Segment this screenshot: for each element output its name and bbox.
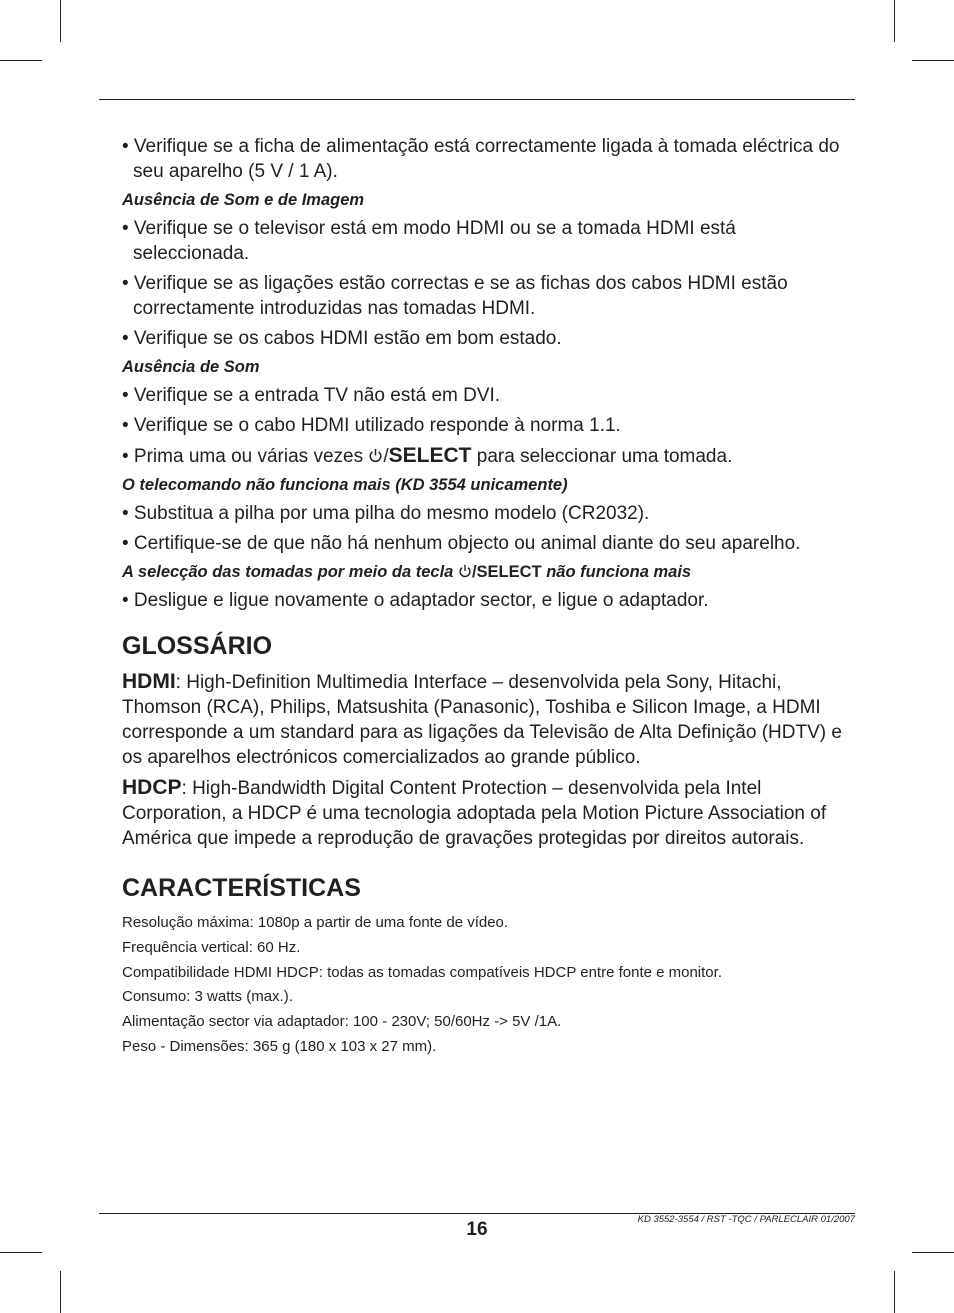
glossary-hdcp bbox=[122, 775, 842, 851]
crop-mark bbox=[912, 1252, 954, 1253]
subheading-select-key bbox=[122, 561, 842, 583]
bullet-power-plug: • Verifique se a ficha de alimentação está correctamente ligada à tomada eléctrica do seu aparelho (5 V / 1 A). bbox=[122, 136, 840, 182]
press-slash: / bbox=[383, 446, 389, 467]
document-reference: KD 3552-3554 / RST -TQC / PARLECLAIR 01/2007 bbox=[637, 1214, 855, 1225]
features-title: CARACTERÍSTICAS bbox=[122, 874, 361, 902]
crop-mark bbox=[894, 1271, 895, 1313]
subheading-no-sound: Ausência de Som bbox=[122, 358, 260, 376]
bullet-tv-hdmi-mode: • Verifique se o televisor está em modo HDMI ou se a tomada HDMI está seleccionada. bbox=[122, 218, 736, 264]
bullet-replace-battery: • Substitua a pilha por uma pilha do mesmo modelo (CR2032). bbox=[122, 503, 650, 524]
glossary-definition-hdmi: : High-Definition Multimedia Interface – desenvolvida pela Sony, Hitachi, Thomson (RCA), Philips, Matsushita (Panasonic), Toshiba e Silicon Image, a HDMI corresponde a um standard para as ligações da Televisão de Alta Definição (HDTV) e os aparelhos electrónicos comercializados ao grande público. bbox=[122, 672, 842, 768]
glossary-definition-hdcp: : High-Bandwidth Digital Content Protection – desenvolvida pela Intel Corporation, a HDCP é uma tecnologia adoptada pela Motion Picture Association of América que impede a reprodução de gravações protegidas por direitos autorais. bbox=[122, 778, 827, 849]
subheading-remote: O telecomando não funciona mais (KD 3554 unicamente) bbox=[122, 476, 568, 494]
crop-mark bbox=[0, 60, 42, 61]
bullet-hdmi-norm: • Verifique se o cabo HDMI utilizado responde à norma 1.1. bbox=[122, 415, 621, 436]
crop-mark bbox=[894, 0, 895, 42]
crop-mark bbox=[60, 0, 61, 42]
select-heading-prefix: A selecção das tomadas por meio da tecla bbox=[122, 563, 458, 581]
crop-mark bbox=[60, 1271, 61, 1313]
bullet-press-select bbox=[122, 443, 842, 469]
press-suffix: para seleccionar uma tomada. bbox=[471, 446, 733, 467]
glossary-title: GLOSSÁRIO bbox=[122, 632, 273, 660]
spec-line: Frequência vertical: 60 Hz. bbox=[122, 938, 301, 956]
select-heading-key: /SELECT bbox=[471, 563, 542, 581]
bullet-unplug-adapter: • Desligue e ligue novamente o adaptador sector, e ligue o adaptador. bbox=[122, 590, 709, 611]
spec-line: Alimentação sector via adaptador: 100 - 230V; 50/60Hz -> 5V /1A. bbox=[122, 1013, 562, 1031]
select-key-label: SELECT bbox=[388, 444, 472, 467]
page-content bbox=[122, 134, 842, 1060]
bullet-no-obstacle: • Certifique-se de que não há nenhum objecto ou animal diante do seu aparelho. bbox=[122, 533, 801, 554]
crop-mark bbox=[912, 60, 954, 61]
spec-line: Peso - Dimensões: 365 g (180 x 103 x 27 mm). bbox=[122, 1037, 437, 1055]
select-heading-suffix: não funciona mais bbox=[541, 563, 692, 581]
bullet-cables-condition: • Verifique se os cabos HDMI estão em bom estado. bbox=[122, 328, 562, 349]
power-icon bbox=[458, 564, 472, 578]
spec-line: Resolução máxima: 1080p a partir de uma fonte de vídeo. bbox=[122, 914, 509, 931]
bullet-connections: • Verifique se as ligações estão correctas e se as fichas dos cabos HDMI estão correctamente introduzidas nas tomadas HDMI. bbox=[122, 273, 788, 319]
spec-line: Compatibilidade HDMI HDCP: todas as tomadas compatíveis HDCP entre fonte e monitor. bbox=[122, 963, 722, 981]
subheading-no-sound-image: Ausência de Som e de Imagem bbox=[122, 191, 365, 209]
press-prefix: • Prima uma ou várias vezes bbox=[122, 446, 369, 467]
glossary-term-hdmi: HDMI bbox=[122, 670, 176, 693]
header-rule bbox=[99, 99, 855, 100]
power-icon bbox=[368, 448, 383, 463]
page-number: 16 bbox=[466, 1219, 488, 1240]
bullet-tv-input-dvi: • Verifique se a entrada TV não está em DVI. bbox=[122, 385, 501, 406]
glossary-term-hdcp: HDCP bbox=[122, 776, 182, 799]
glossary-hdmi bbox=[122, 669, 842, 770]
crop-mark bbox=[0, 1252, 42, 1253]
spec-line: Consumo: 3 watts (max.). bbox=[122, 988, 293, 1006]
